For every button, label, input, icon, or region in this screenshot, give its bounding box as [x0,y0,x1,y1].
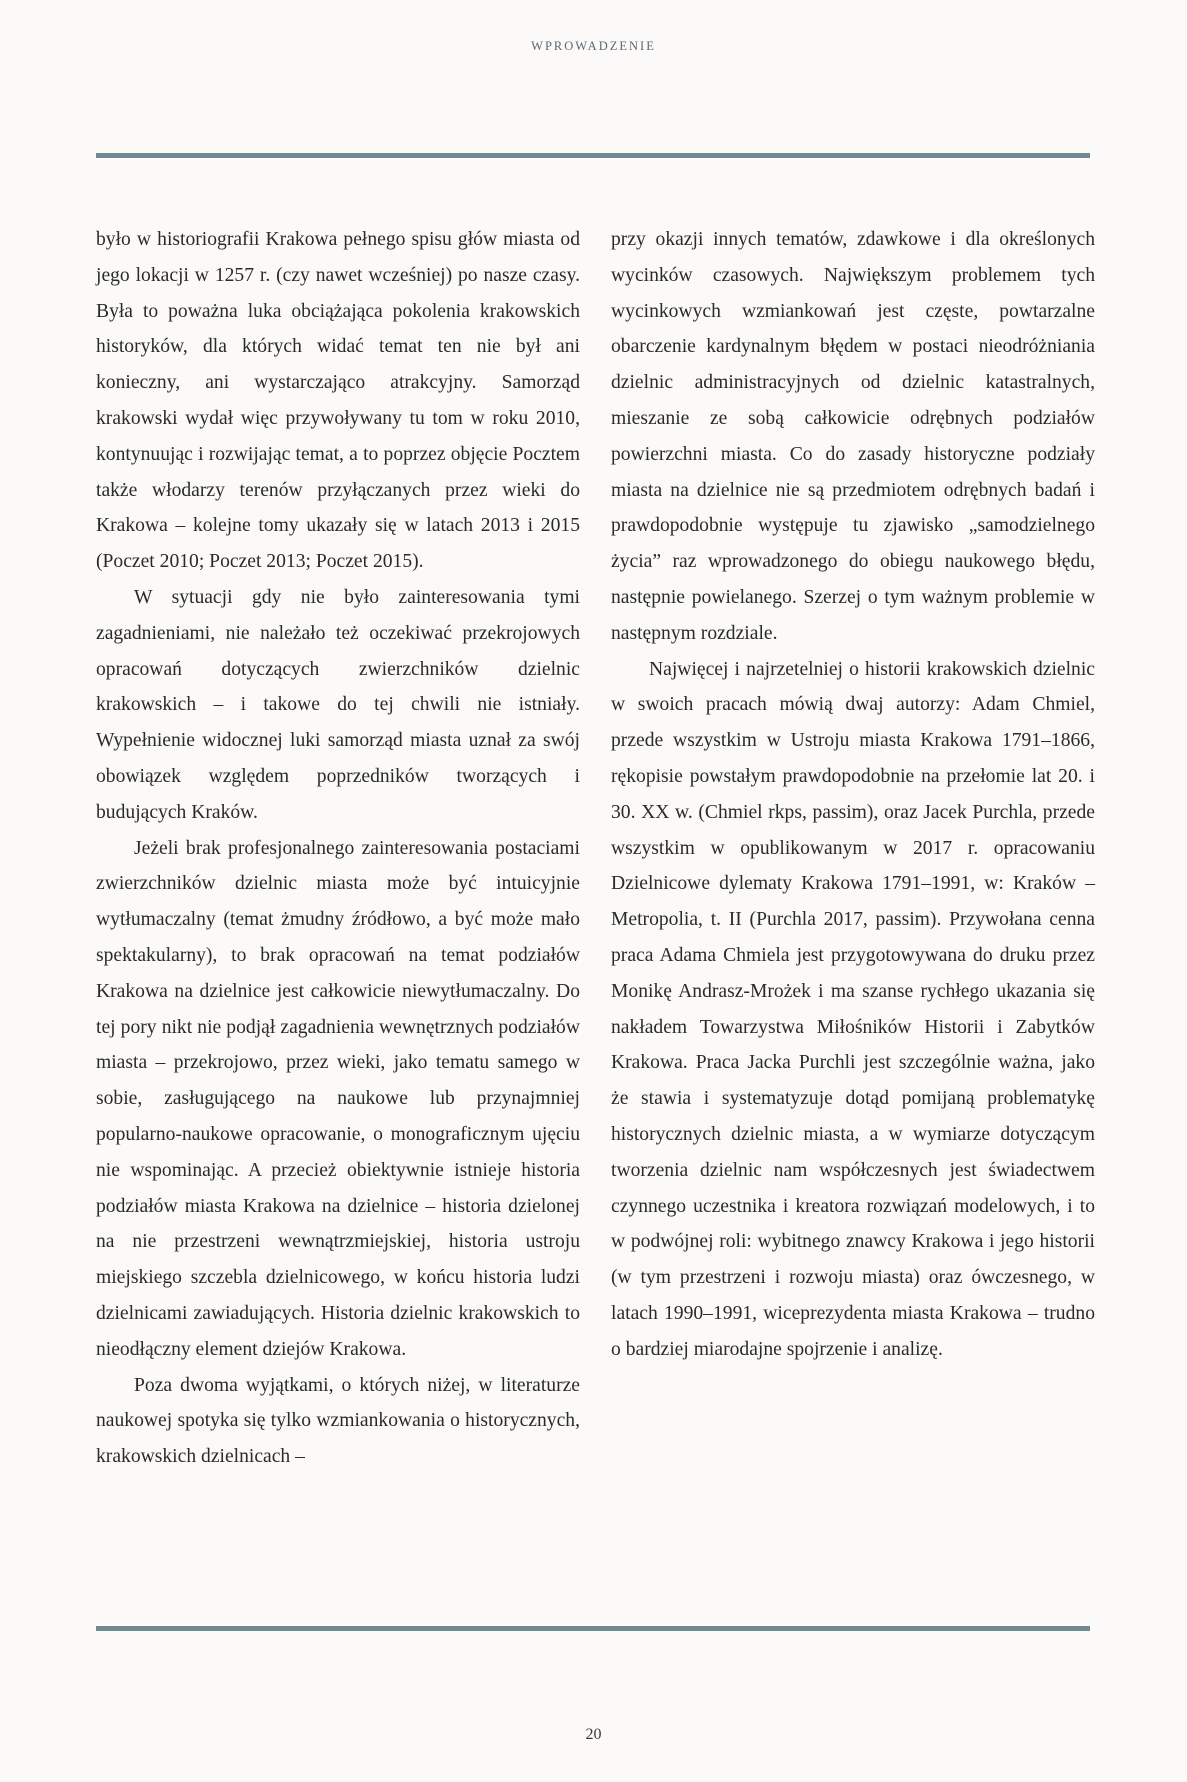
right-column [611,222,1095,1368]
page-number: 20 [585,1726,602,1743]
paragraph: Najwięcej i najrzetelniej o historii krakowskich dzielnic w swoich pracach mówią dwaj autorzy: Adam Chmiel, przede wszystkim w Ustroju miasta Krakowa 1791–1866, rękopisie powstałym prawdopodobnie na przełomie lat 20. i 30. XX w. (Chmiel rkps, passim), oraz Jacek Purchla, przede wszystkim w opublikowanym w 2017 r. opracowaniu Dzielnicowe dylematy Krakowa 1791–1991, w: Kraków – Metropolia, t. II (Purchla 2017, passim). Przywołana cenna praca Adama Chmiela jest przygotowywana do druku przez Monikę Andrasz-Mrożek i ma szanse rychłego ukazania się nakładem Towarzystwa Miłośników Historii i Zabytków Krakowa. Praca Jacka Purchli jest szczególnie ważna, jako że stawia i systematyzuje dotąd pomijaną problematykę historycznych dzielnic miasta, a w wymiarze dotyczącym tworzenia dzielnic nam współczesnych jest świadectwem czynnego uczestnika i kreatora rozwiązań modelowych, i to w podwójnej roli: wybitnego znawcy Krakowa i jego historii (w tym przestrzeni i rozwoju miasta) oraz ówczesnego, w latach 1990–1991, wiceprezydenta miasta Krakowa – trudno o bardziej miarodajne spojrzenie i analizę. [611,658,1095,1360]
paragraph: Poza dwoma wyjątkami, o których niżej, w literaturze naukowej spotyka się tylko wzmiankowania o historycznych, krakowskich dzielnicach – [96,1374,580,1468]
paragraph: W sytuacji gdy nie było zainteresowania tymi zagadnieniami, nie należało też oczekiwać przekrojowych opracowań dotyczących zwierzchników dzielnic krakowskich – i takowe do tej chwili nie istniały. Wypełnienie widocznej luki samorząd miasta uznał za swój obowiązek względem poprzedników tworzących i budujących Kraków. [96,586,580,823]
top-rule [96,153,1090,158]
left-column [96,222,580,1475]
running-head: WPROWADZENIE [531,39,656,53]
bottom-rule [96,1626,1090,1631]
paragraph: przy okazji innych tematów, zdawkowe i dla określonych wycinków czasowych. Największym problemem tych wycinkowych wzmiankowań jest częste, powtarzalne obarczenie kardynalnym błędem w postaci nieodróżniania dzielnic administracyjnych od dzielnic katastralnych, mieszanie ze sobą całkowicie odrębnych podziałów powierzchni miasta. Co do zasady historyczne podziały miasta na dzielnice nie są przedmiotem odrębnych badań i prawdopodobnie występuje tu zjawisko „samodzielnego życia” raz wprowadzonego do obiegu naukowego błędu, następnie powielanego. Szerzej o tym ważnym problemie w następnym rozdziale. [611,229,1095,644]
paragraph: Jeżeli brak profesjonalnego zainteresowania postaciami zwierzchników dzielnic miasta może być intuicyjnie wytłumaczalny (temat żmudny źródłowo, a być może mało spektakularny), to brak opracowań na temat podziałów Krakowa na dzielnice jest całkowicie niewytłumaczalny. Do tej pory nikt nie podjął zagadnienia wewnętrznych podziałów miasta – przekrojowo, przez wieki, jako tematu samego w sobie, zasługującego na naukowe lub przynajmniej popularno-naukowe opracowanie, o monograficznym ujęciu nie wspominając. A przecież obiektywnie istnieje historia podziałów miasta Krakowa na dzielnice – historia dzielonej na nie przestrzeni wewnątrzmiejskiej, historia ustroju miejskiego szczebla dzielnicowego, w końcu historia ludzi dzielnicami zawiadujących. Historia dzielnic krakowskich to nieodłączny element dziejów Krakowa. [96,837,580,1360]
paragraph: było w historiografii Krakowa pełnego spisu głów miasta od jego lokacji w 1257 r. (czy nawet wcześniej) po nasze czasy. Była to poważna luka obciążająca pokolenia krakowskich historyków, dla których widać temat ten nie był ani konieczny, ani wystarczająco atrakcyjny. Samorząd krakowski wydał więc przywoływany tu tom w roku 2010, kontynuując i rozwijając temat, a to poprzez objęcie Pocztem także włodarzy terenów przyłączanych przez wieki do Krakowa – kolejne tomy ukazały się w latach 2013 i 2015 (Poczet 2010; Poczet 2013; Poczet 2015). [96,229,580,573]
